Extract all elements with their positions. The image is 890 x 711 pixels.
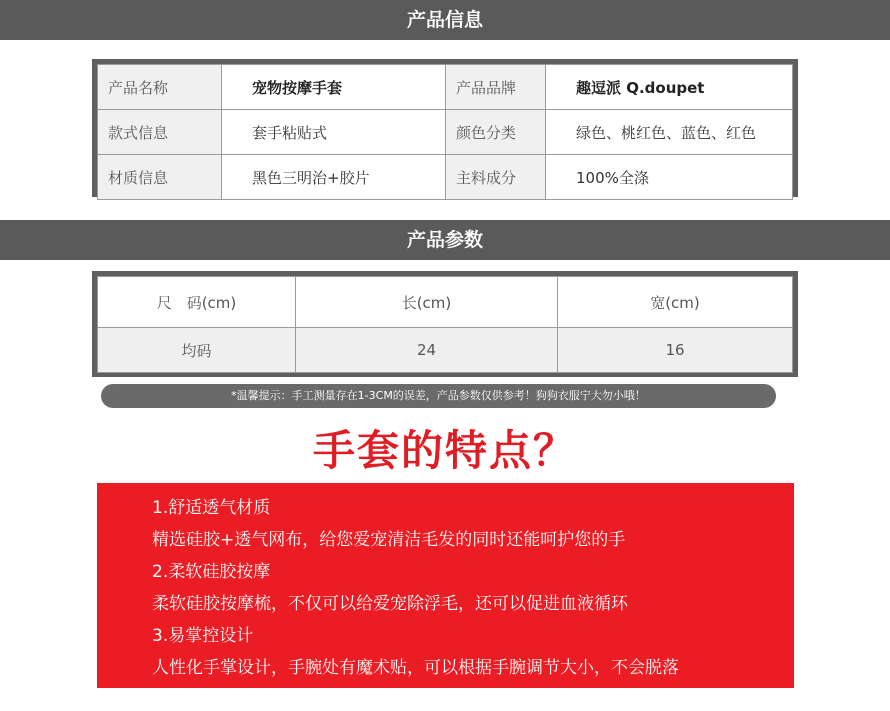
info-label: 款式信息 [98, 110, 222, 155]
section-header-product-params: 产品参数 [0, 220, 890, 260]
product-info-table-frame [92, 59, 798, 197]
info-value: 绿色、桃红色、蓝色、红色 [546, 110, 793, 155]
tip-bar: *温馨提示：手工测量存在1-3CM的误差，产品参数仅供参考！狗狗衣服宁大勿小哦！ [101, 384, 776, 408]
features-headline: 手套的特点？ [312, 426, 577, 475]
info-value: 趣逗派 Q.doupet [546, 65, 793, 110]
table-row [98, 155, 793, 200]
info-label: 产品名称 [98, 65, 222, 110]
info-label: 主料成分 [446, 155, 546, 200]
column-header: 长(cm) [296, 277, 558, 328]
table-row [98, 65, 793, 110]
table-row [98, 328, 793, 373]
table-cell: 16 [558, 328, 793, 373]
info-value: 黑色三明治+胶片 [222, 155, 446, 200]
product-params-table [97, 276, 793, 373]
info-value: 宠物按摩手套 [222, 65, 446, 110]
info-value: 100%全涤 [546, 155, 793, 200]
feature-title: 3.易掌控设计 [152, 626, 254, 646]
info-value: 套手粘贴式 [222, 110, 446, 155]
info-label: 颜色分类 [446, 110, 546, 155]
table-header-row [98, 277, 793, 328]
feature-title: 2.柔软硅胶按摩 [152, 562, 271, 582]
feature-title: 1.舒适透气材质 [152, 498, 271, 518]
table-cell: 24 [296, 328, 558, 373]
feature-description: 精选硅胶+透气网布，给您爱宠清洁毛发的同时还能呵护您的手 [152, 530, 626, 550]
column-header: 尺 码(cm) [98, 277, 296, 328]
feature-description: 柔软硅胶按摩梳，不仅可以给爱宠除浮毛，还可以促进血液循环 [152, 594, 628, 614]
section-header-product-info: 产品信息 [0, 0, 890, 40]
feature-description: 人性化手掌设计，手腕处有魔术贴，可以根据手腕调节大小，不会脱落 [152, 658, 679, 678]
features-box [97, 483, 794, 688]
info-label: 材质信息 [98, 155, 222, 200]
product-info-table [97, 64, 793, 200]
info-label: 产品品牌 [446, 65, 546, 110]
table-cell: 均码 [98, 328, 296, 373]
column-header: 宽(cm) [558, 277, 793, 328]
table-row [98, 110, 793, 155]
product-params-table-frame [92, 271, 798, 377]
